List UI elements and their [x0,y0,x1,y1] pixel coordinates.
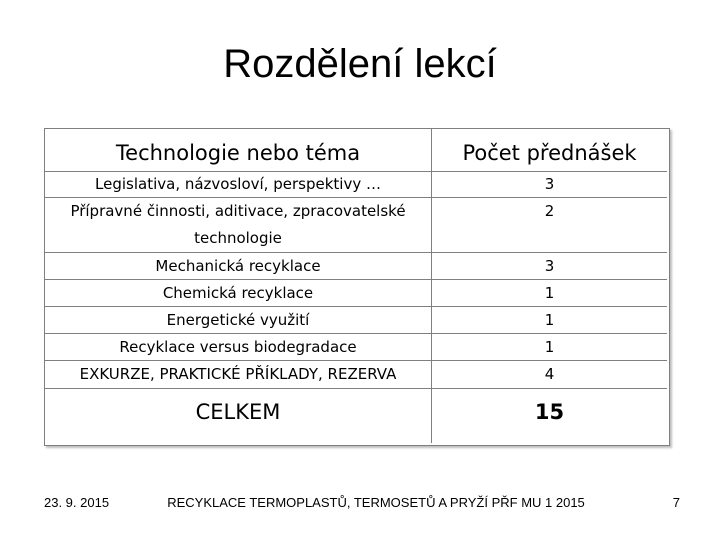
row-topic: Přípravné činnosti, aditivace, zpracovatelské [70,202,406,220]
row-topic: Chemická recyklace [162,284,314,302]
row-topic: Legislativa, názvosloví, perspektivy … [95,175,381,193]
row-count: 4 [544,365,555,383]
row-count: 1 [544,284,555,302]
header-topic: Technologie nebo téma [115,141,361,165]
total-label: CELKEM [195,400,281,424]
row-topic: EXKURZE, PRAKTICKÉ PŘÍKLADY, REZERVA [79,365,397,383]
row-divider [45,388,667,389]
row-topic: Recyklace versus biodegradace [119,338,357,356]
row-count: 1 [544,311,555,329]
footer-course: RECYKLACE TERMOPLASTŮ, TERMOSETŮ A PRYŽÍ PŘF MU 1 2015 [167,495,585,510]
row-topic: technologie [194,229,282,247]
lessons-table [44,128,670,446]
footer-date: 23. 9. 2015 [44,495,110,510]
row-count: 1 [544,338,555,356]
row-count: 3 [544,257,555,275]
slide-title: Rozdělení lekcí [223,42,497,86]
row-count: 2 [544,202,555,220]
row-topic: Mechanická recyklace [155,257,321,275]
total-value: 15 [534,400,565,424]
row-topic: Energetické využití [166,311,310,329]
row-count: 3 [544,175,555,193]
page-number: 7 [672,495,680,510]
header-count: Počet přednášek [462,141,637,165]
